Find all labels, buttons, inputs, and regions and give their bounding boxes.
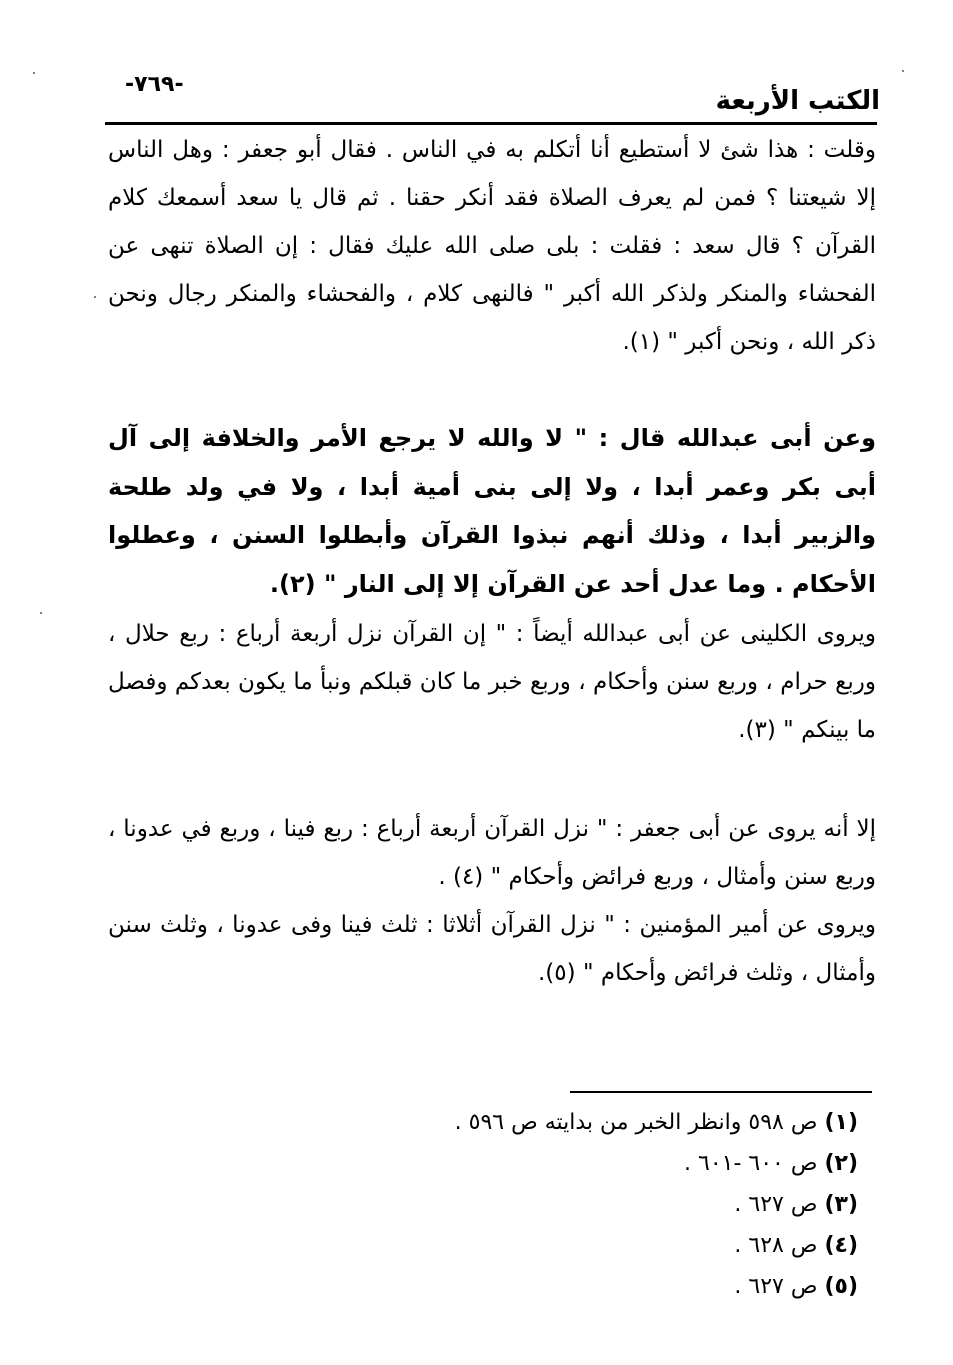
footnote xyxy=(258,1143,858,1184)
paragraph-3: ويروى الكلينى عن أبى عبدالله أيضاً : " إن القرآن نزل أربعة أرباع : ربع حلال ، وربع حرام ، وربع سنن وأحكام ، وربع خبر ما كان قبلكم ونبأ ما يكون بعدكم وفصل ما بينكم " (٣). xyxy=(108,621,876,743)
footnote xyxy=(258,1266,858,1307)
footnote-number: (٥) xyxy=(824,1274,858,1299)
paragraph-1: وقلت : هذا شئ لا أستطيع أنا أتكلم به في الناس . فقال أبو جعفر : وهل الناس إلا شيعتنا ؟ فمن لم يعرف الصلاة فقد أنكر حقنا . ثم قال يا سعد أسمعك كلام القرآن ؟ قال سعد : فقلت : بلى صلى الله عليك فقال : إن الصلاة تنهى عن الفحشاء والمنكر ولذكر الله أكبر " فالنهى كلام ، والفحشاء والمنكر رجال ونحن ذكر الله ، ونحن أكبر " (١). xyxy=(108,137,876,355)
footnote-divider xyxy=(570,1091,872,1093)
header-divider xyxy=(105,122,877,125)
footnote-text: ص ٥٩٨ وانظر الخبر من بدايته ص ٥٩٦ . xyxy=(454,1110,818,1135)
footnote xyxy=(258,1225,858,1266)
footnote-text: ص ٦٢٨ . xyxy=(734,1233,818,1258)
footnote-number: (١) xyxy=(824,1110,858,1135)
scan-speck xyxy=(902,70,904,72)
footnote-text: ص ٦٢٧ . xyxy=(734,1274,818,1299)
footnote-number: (٤) xyxy=(824,1233,858,1258)
scan-speck xyxy=(33,72,35,74)
scan-speck xyxy=(40,612,42,614)
paragraph-4: إلا أنه يروى عن أبى جعفر : " نزل القرآن أربعة أرباع : ربع فينا ، وربع في عدونا ، وربع سنن وأمثال ، وربع فرائض وأحكام " (٤) . xyxy=(108,816,876,890)
footnote-number: (٢) xyxy=(824,1151,858,1176)
footnote-text: ص ٦٢٧ . xyxy=(734,1192,818,1217)
paragraph-2: وعن أبى عبدالله قال : " لا والله لا يرجع الأمر والخلافة إلى آل أبى بكر وعمر أبدا ، ولا إلى بنى أمية أبدا ، ولا في ولد طلحة والزبير أبدا ، وذلك أنهم نبذوا القرآن وأبطلوا السنن ، وعطلوا الأحكام . وما عدل أحد عن القرآن إلا إلى النار " (٢). xyxy=(108,424,876,598)
book-title: الكتب الأربعة xyxy=(715,86,880,116)
footnote xyxy=(258,1184,858,1225)
paragraph-5: ويروى عن أمير المؤمنين : " نزل القرآن أثلاثا : ثلث فينا وفى عدونا ، وثلث سنن وأمثال ، وثلث فرائض وأحكام " (٥). xyxy=(108,912,876,986)
footnote-number: (٣) xyxy=(824,1192,858,1217)
footnotes-list xyxy=(258,1102,858,1307)
page-number: -٧٦٩- xyxy=(125,72,184,97)
scan-speck xyxy=(94,296,96,298)
footnote xyxy=(258,1102,858,1143)
page-header xyxy=(105,72,880,122)
footnote-text: ص ٦٠٠ -٦٠١ . xyxy=(684,1151,818,1176)
